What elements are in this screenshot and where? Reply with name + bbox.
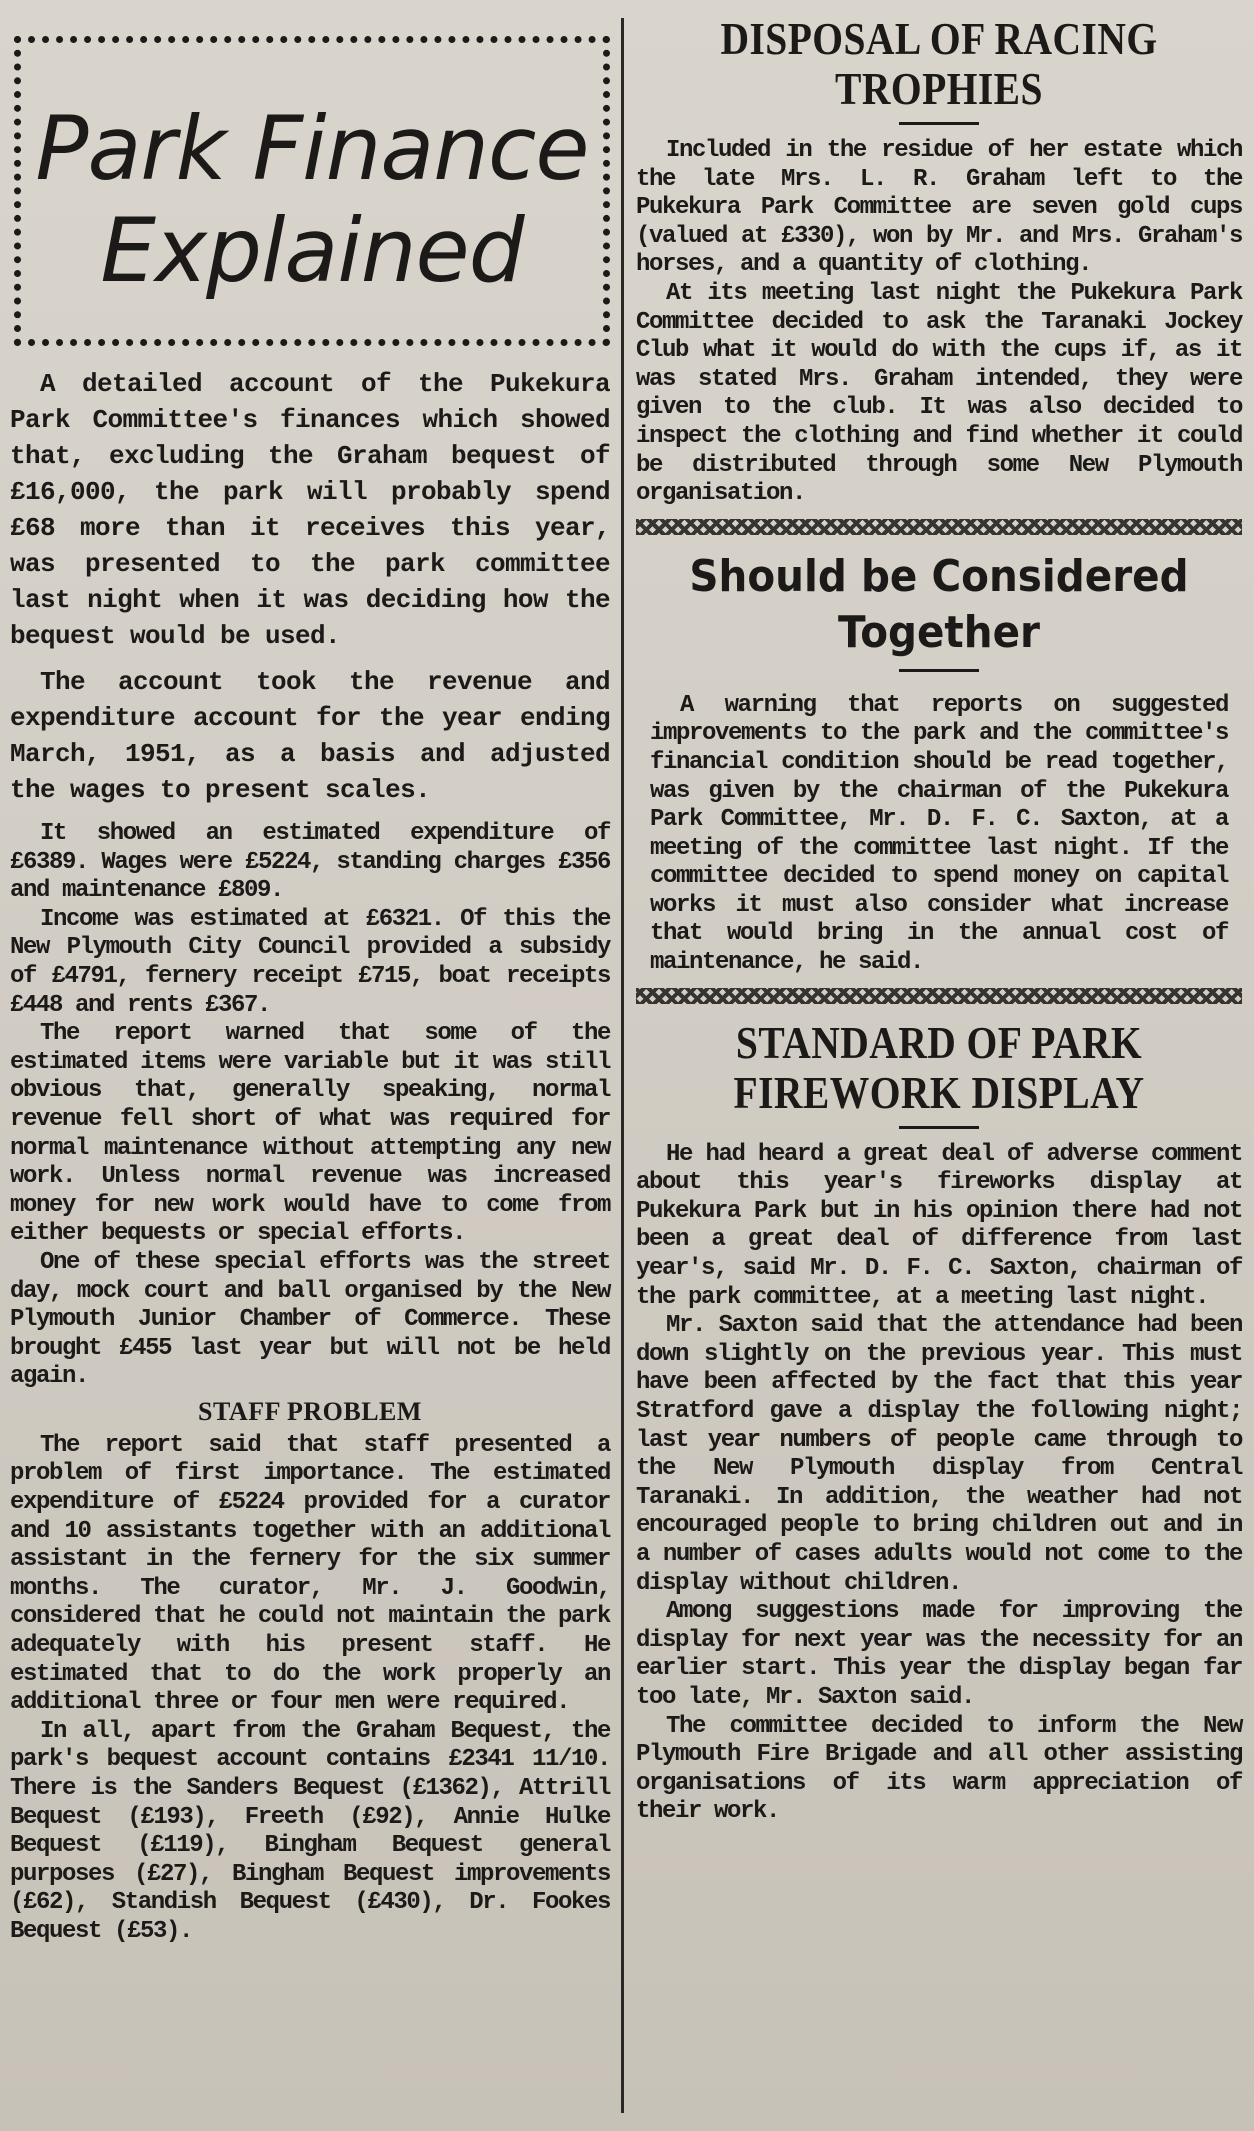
article-firework-display [636,1018,1242,1827]
body-paragraph: The report warned that some of the estimated items were variable but it was still obvious that, generally speaking, normal revenue fell short of what was required for normal maintenance without attempting any new work. Unless normal revenue was increased money for new work would have to come from either bequests or special efforts. [10,1020,610,1248]
body-text [10,820,610,1947]
decorative-separator [636,519,1242,535]
left-column [10,30,610,1947]
article-body [636,1141,1242,1827]
article-headline: FIREWORK DISPLAY [733,1066,1145,1118]
right-column [636,14,1242,1827]
lead-text [10,366,610,808]
body-paragraph: Mr. Saxton said that the attendance had been down slightly on the previous year. This must have been affected by the fact that this year Stratford gave a display the following night; last year numbers of people came through to the New Plymouth display from Central Taranaki. In addition, the weather had not encouraged people to bring children out and in a number of cases adults would not come to the display without children. [636,1312,1242,1597]
body-paragraph: One of these special efforts was the street day, mock court and ball organised by the New Plymouth Junior Chamber of Commerce. These brought £455 last year but will not be held again. [10,1248,610,1391]
article-headline: Should be Considered [689,550,1189,602]
body-paragraph: At its meeting last night the Pukekura Park Committee decided to ask the Taranaki Jockey Club what it would do with the cups if, as it was stated Mrs. Graham intended, they were given to the club. It was also decided to inspect the clothing and find whether it could be distributed through some New Plymouth organisation. [636,279,1242,508]
article-body [636,692,1242,978]
headline-rule [899,122,979,125]
body-paragraph: Income was estimated at £6321. Of this the New Plymouth City Council provided a subsidy of £4791, fernery receipt £715, boat receipts £448 and rents £367. [10,905,610,1019]
lead-paragraph: The account took the revenue and expenditure account for the year ending March, 1951, as a basis and adjusted the wages to present scales. [10,667,610,805]
body-paragraph: The report said that staff presented a problem of first importance. The estimated expenditure of £5224 provided for a curator and 10 assistants together with an additional assistant in the fernery for the six summer months. The curator, Mr. J. Goodwin, considered that he could not maintain the park adequately with his present staff. He estimated that to do the work properly an additional three or four men were required. [10,1431,610,1717]
body-paragraph: It showed an estimated expenditure of £6389. Wages were £5224, standing charges £356 and maintenance £809. [10,820,610,905]
body-paragraph: In all, apart from the Graham Bequest, the park's bequest account contains £2341 11/10. There is the Sanders Bequest (£1362), Attrill Bequest (£193), Freeth (£92), Annie Hulke Bequest (£119), Bingham Bequest general purposes (£27), Bingham Bequest improvements (£62), Standish Bequest (£430), Dr. Fookes Bequest (£53). [10,1717,610,1945]
article-headline: Together [837,606,1041,658]
headline-line-2: Explained [100,199,524,302]
column-divider [621,18,624,2113]
lead-paragraph: A detailed account of the Pukekura Park Committee's finances which showed that, excluding the Graham bequest of £16,000, the park will probably spend £68 more than it receives this year, was presented to the park committee last night when it was deciding how the bequest would be used. [10,369,610,651]
article-body [636,137,1242,509]
headline-rule [899,1126,979,1129]
staff-problem-subhead: STAFF PROBLEM [198,1396,422,1426]
body-paragraph: The committee decided to inform the New Plymouth Fire Brigade and all other assisting organisations of its warm appreciation of their work. [636,1712,1242,1826]
body-paragraph: A warning that reports on suggested improvements to the park and the committee's financial condition should be read together, was given by the chairman of the Pukekura Park Committee, Mr. D. F. C. Saxton, at a meeting of the committee last night. If the committee decided to spend money on capital works it must also consider what increase that would bring in the annual cost of maintenance, he said. [650,691,1228,977]
decorative-separator [636,988,1242,1004]
headline-rule [899,669,979,672]
article-racing-trophies [636,14,1242,509]
body-paragraph: Included in the residue of her estate which the late Mrs. L. R. Graham left to the Pukekura Park Committee are seven gold cups (valued at £330), won by Mr. and Mrs. Graham's horses, and a quantity of clothing. [636,137,1242,279]
headline-line-1: Park Finance [35,97,589,200]
title-box [14,36,610,346]
article-headline: STANDARD OF PARK [735,1016,1143,1068]
article-considered-together [636,549,1242,978]
body-paragraph: He had heard a great deal of adverse comment about this year's fireworks display at Pukekura Park but in his opinion there had not been a great deal of difference from last year's, said Mr. D. F. C. Saxton, chairman of the park committee, at a meeting last night. [636,1140,1242,1311]
body-paragraph: Among suggestions made for improving the display for next year was the necessity for an earlier start. This year the display began far too late, Mr. Saxton said. [636,1598,1242,1711]
article-headline: DISPOSAL OF RACING [720,13,1158,64]
article-headline: TROPHIES [835,63,1043,114]
